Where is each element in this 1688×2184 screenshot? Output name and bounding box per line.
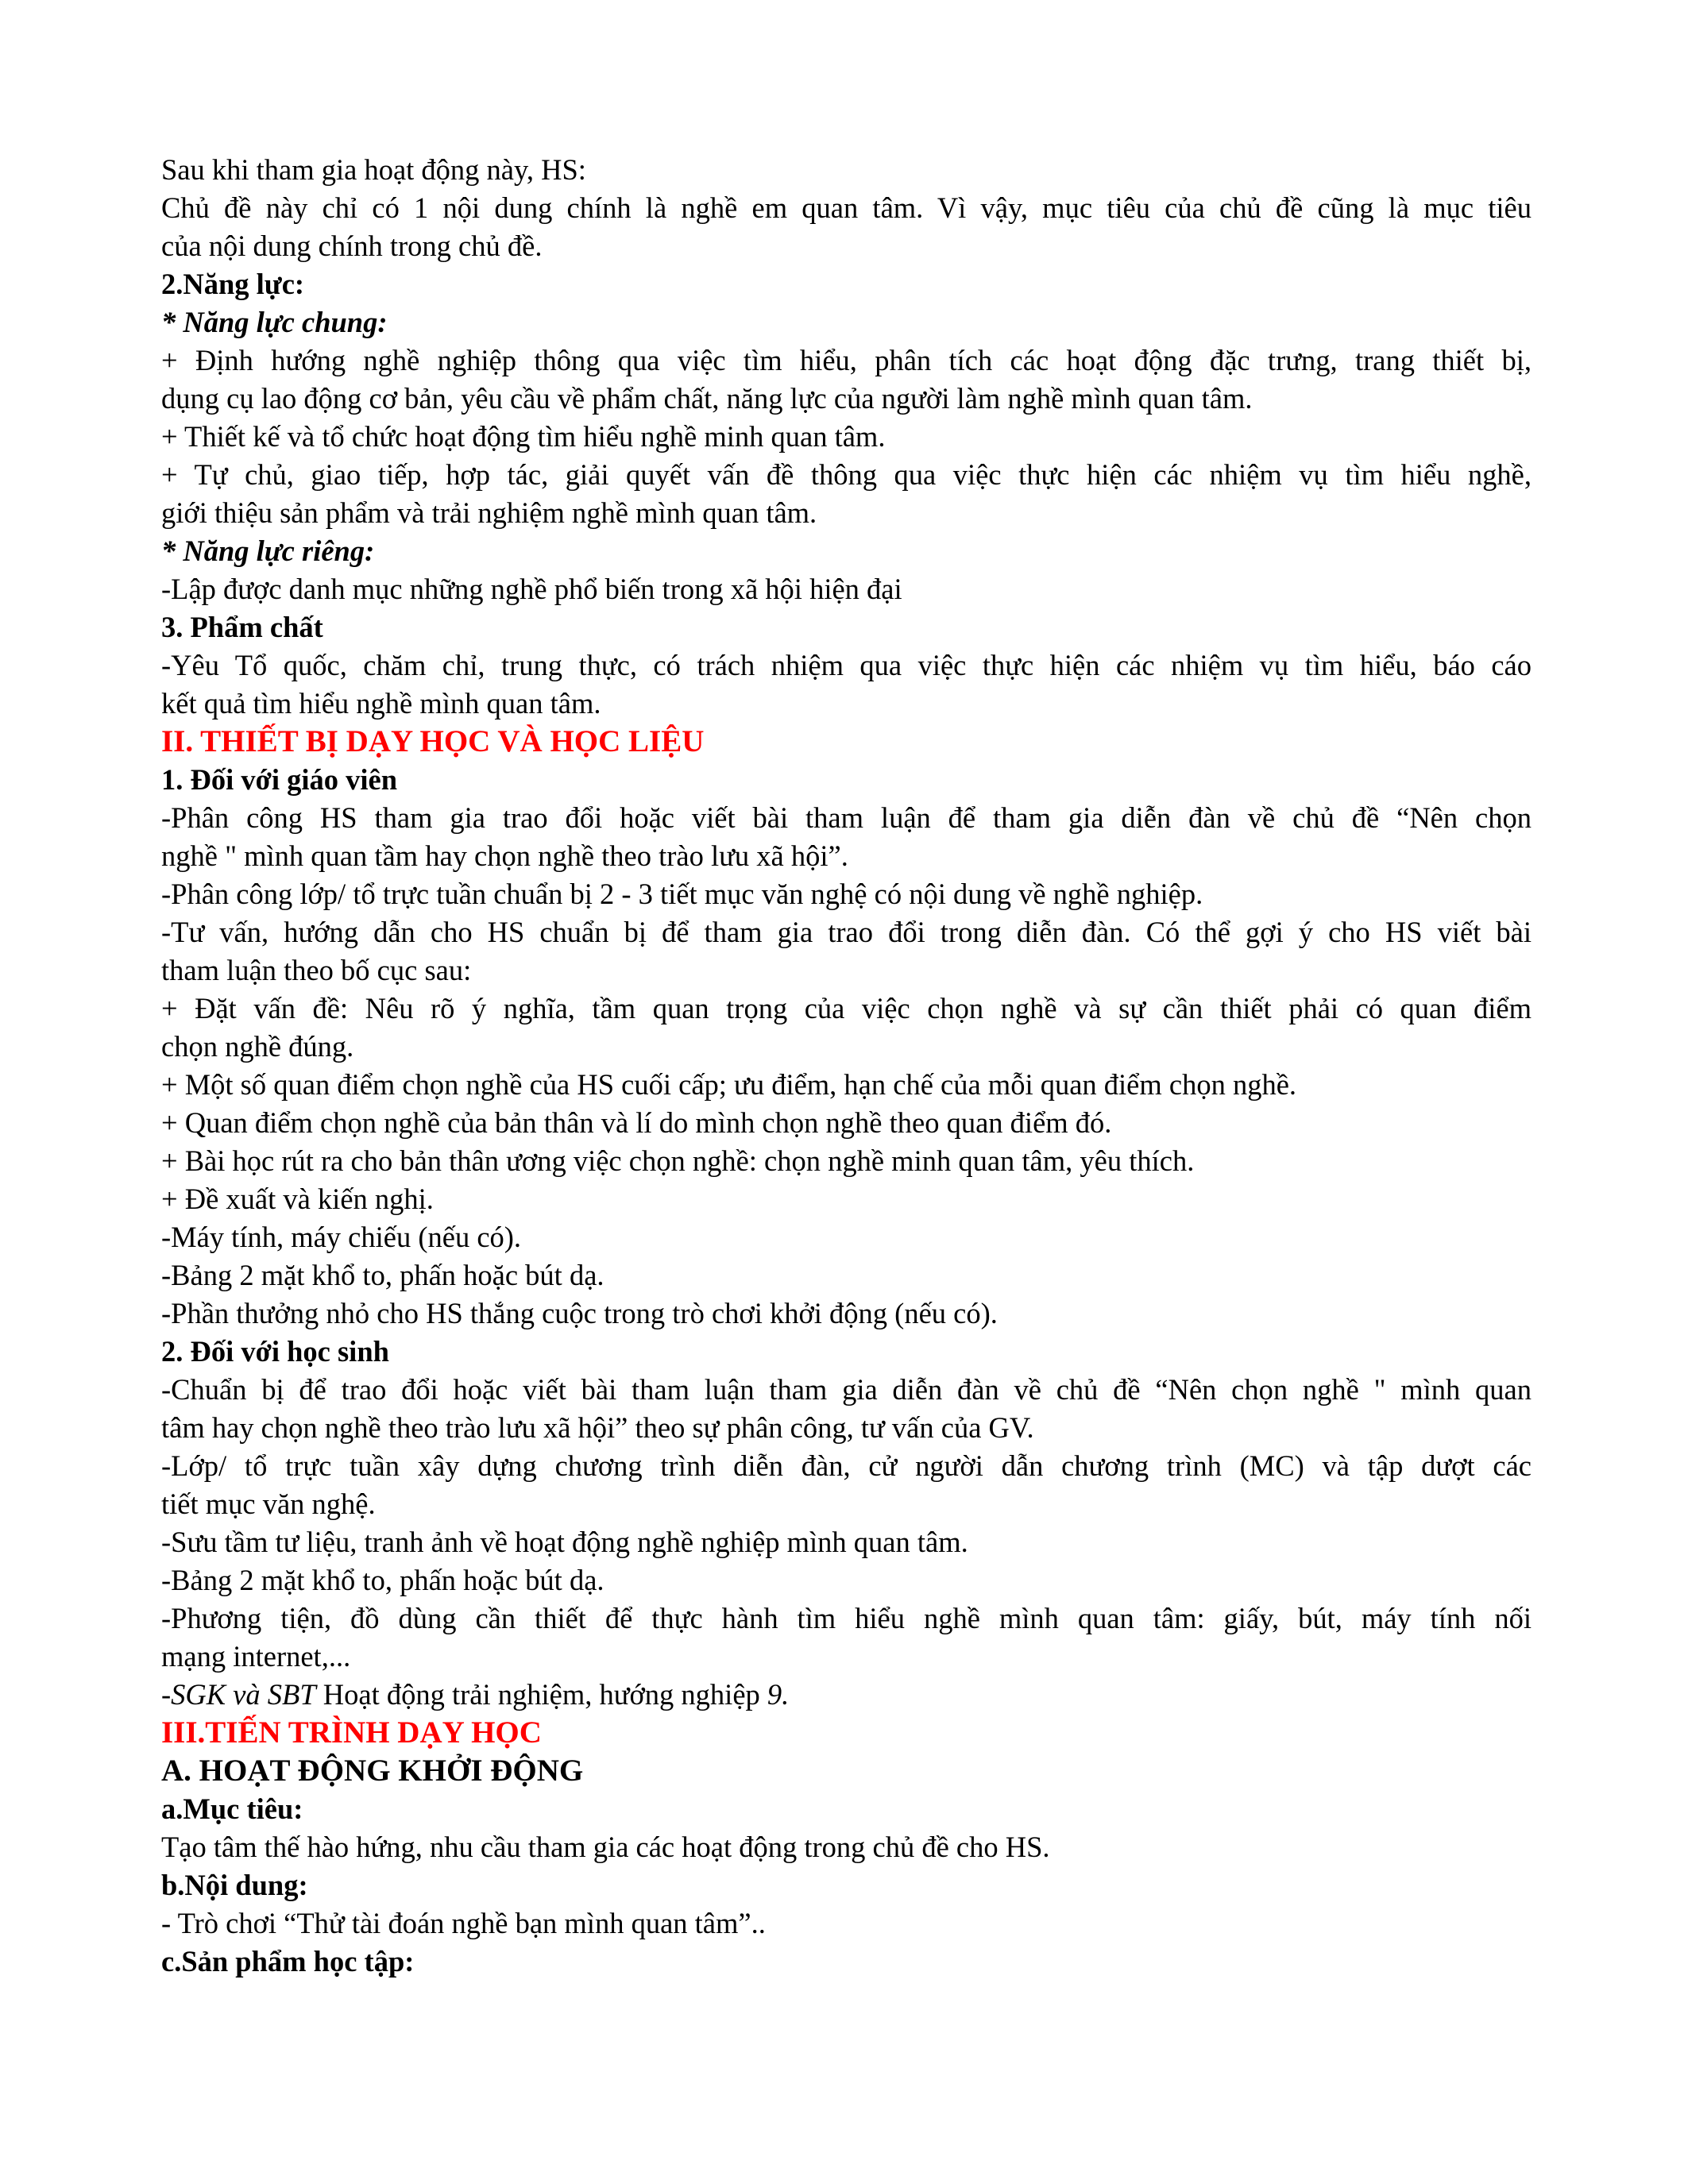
paragraph-line: Tạo tâm thế hào hứng, nhu cầu tham gia các hoạt động trong chủ đề cho HS. — [161, 1831, 1050, 1863]
heading-doi-voi-hoc-sinh: 2. Đối với học sinh — [161, 1335, 389, 1368]
paragraph-line: + Bài học rút ra cho bản thân ương việc chọn nghề: chọn nghề minh quan tâm, yêu thích. — [161, 1144, 1195, 1177]
heading-noi-dung: b.Nội dung: — [161, 1869, 308, 1901]
heading-pham-chat: 3. Phẩm chất — [161, 611, 323, 643]
paragraph-line: -Phân công HS tham gia trao đổi hoặc viết bài tham luận để tham gia diễn đàn về chủ đề “Nên chọn — [161, 801, 1532, 834]
paragraph-line: dụng cụ lao động cơ bản, yêu cầu về phẩm chất, năng lực của người làm nghề mình quan tâm. — [161, 382, 1253, 415]
section-heading-tien-trinh: III.TIẾN TRÌNH DẠY HỌC — [161, 1715, 542, 1750]
paragraph-line: nghề " mình quan tầm hay chọn nghề theo trào lưu xã hội”. — [161, 839, 848, 872]
paragraph-line: tham luận theo bố cục sau: — [161, 954, 472, 986]
heading-muc-tieu: a.Mục tiêu: — [161, 1792, 303, 1825]
paragraph-line: -Lập được danh mục những nghề phổ biến trong xã hội hiện đại — [161, 573, 902, 605]
paragraph-line: chọn nghề đúng. — [161, 1030, 354, 1063]
paragraph-line: của nội dung chính trong chủ đề. — [161, 230, 543, 262]
paragraph-line: kết quả tìm hiểu nghề mình quan tâm. — [161, 687, 601, 720]
paragraph-line: + Định hướng nghề nghiệp thông qua việc tìm hiểu, phân tích các hoạt động đặc trưng, trang thiết bị, — [161, 344, 1532, 376]
paragraph-line: -Máy tính, máy chiếu (nếu có). — [161, 1221, 522, 1253]
paragraph-line: -Chuẩn bị để trao đổi hoặc viết bài tham luận tham gia diễn đàn về chủ đề “Nên chọn nghề " mình quan — [161, 1373, 1532, 1406]
heading-hoat-dong-khoi-dong: A. HOẠT ĐỘNG KHỞI ĐỘNG — [161, 1754, 584, 1788]
subheading-nang-luc-rieng: * Năng lực riêng: — [161, 534, 375, 567]
heading-san-pham-hoc-tap: c.Sản phẩm học tập: — [161, 1945, 415, 1978]
paragraph-line: -Bảng 2 mặt khổ to, phấn hoặc bút dạ. — [161, 1564, 605, 1596]
paragraph-line: tâm hay chọn nghề theo trào lưu xã hội” theo sự phân công, tư vấn của GV. — [161, 1411, 1034, 1444]
book-title-text: Hoạt động trải nghiệm, hướng nghiệp — [315, 1678, 767, 1711]
paragraph-line: + Quan điểm chọn nghề của bản thân và lí do mình chọn nghề theo quan điểm đó. — [161, 1106, 1112, 1139]
grade-number-text: 9. — [767, 1678, 790, 1711]
paragraph-line-sgk — [161, 1676, 1532, 1714]
paragraph-line: giới thiệu sản phẩm và trải nghiệm nghề mình quan tâm. — [161, 496, 817, 529]
paragraph-line: tiết mục văn nghệ. — [161, 1488, 376, 1520]
paragraph-line: + Một số quan điểm chọn nghề của HS cuối cấp; ưu điểm, hạn chế của mỗi quan điểm chọn nghề. — [161, 1068, 1297, 1101]
paragraph-line: + Đặt vấn đề: Nêu rõ ý nghĩa, tầm quan trọng của việc chọn nghề và sự cần thiết phải có quan điểm — [161, 992, 1532, 1024]
section-heading-thiet-bi: II. THIẾT BỊ DẠY HỌC VÀ HỌC LIỆU — [161, 724, 705, 758]
subheading-nang-luc-chung: * Năng lực chung: — [161, 306, 388, 338]
heading-nang-luc: 2.Năng lực: — [161, 268, 305, 300]
sgk-sbt-text: -SGK và SBT — [161, 1678, 316, 1711]
paragraph-line: -Sưu tầm tư liệu, tranh ảnh về hoạt động nghề nghiệp mình quan tâm. — [161, 1526, 968, 1558]
paragraph-line: -Bảng 2 mặt khổ to, phấn hoặc bút dạ. — [161, 1259, 605, 1291]
paragraph-line: + Tự chủ, giao tiếp, hợp tác, giải quyết vấn đề thông qua việc thực hiện các nhiệm vụ tìm hiểu nghề, — [161, 458, 1532, 491]
paragraph-line: -Yêu Tổ quốc, chăm chỉ, trung thực, có trách nhiệm qua việc thực hiện các nhiệm vụ tìm hiểu, báo cáo — [161, 649, 1532, 681]
paragraph-line: -Tư vấn, hướng dẫn cho HS chuẩn bị để tham gia trao đổi trong diễn đàn. Có thể gợi ý cho HS viết bài — [161, 916, 1532, 948]
intro-line: Sau khi tham gia hoạt động này, HS: — [161, 153, 586, 186]
paragraph-line: -Lớp/ tổ trực tuần xây dựng chương trình diễn đàn, cử người dẫn chương trình (MC) và tập dượt các — [161, 1449, 1532, 1482]
heading-doi-voi-giao-vien: 1. Đối với giáo viên — [161, 763, 398, 796]
paragraph-line: -Phương tiện, đồ dùng cần thiết để thực hành tìm hiểu nghề mình quan tâm: giấy, bút, máy tính nối — [161, 1602, 1532, 1634]
paragraph-line: -Phần thưởng nhỏ cho HS thắng cuộc trong trò chơi khởi động (nếu có). — [161, 1297, 998, 1329]
paragraph-line: Chủ đề này chỉ có 1 nội dung chính là nghề em quan tâm. Vì vậy, mục tiêu của chủ đề cũng là mục tiêu — [161, 191, 1532, 224]
paragraph-line: mạng internet,... — [161, 1640, 351, 1673]
paragraph-line: + Đề xuất và kiến nghị. — [161, 1183, 434, 1215]
paragraph-line: + Thiết kế và tổ chức hoạt động tìm hiểu nghề minh quan tâm. — [161, 420, 886, 453]
paragraph-line: -Phân công lớp/ tổ trực tuần chuẩn bị 2 - 3 tiết mục văn nghệ có nội dung về nghề nghiệp. — [161, 878, 1203, 910]
document-page — [161, 151, 1532, 1981]
paragraph-line: - Trò chơi “Thử tài đoán nghề bạn mình quan tâm”.. — [161, 1907, 766, 1939]
